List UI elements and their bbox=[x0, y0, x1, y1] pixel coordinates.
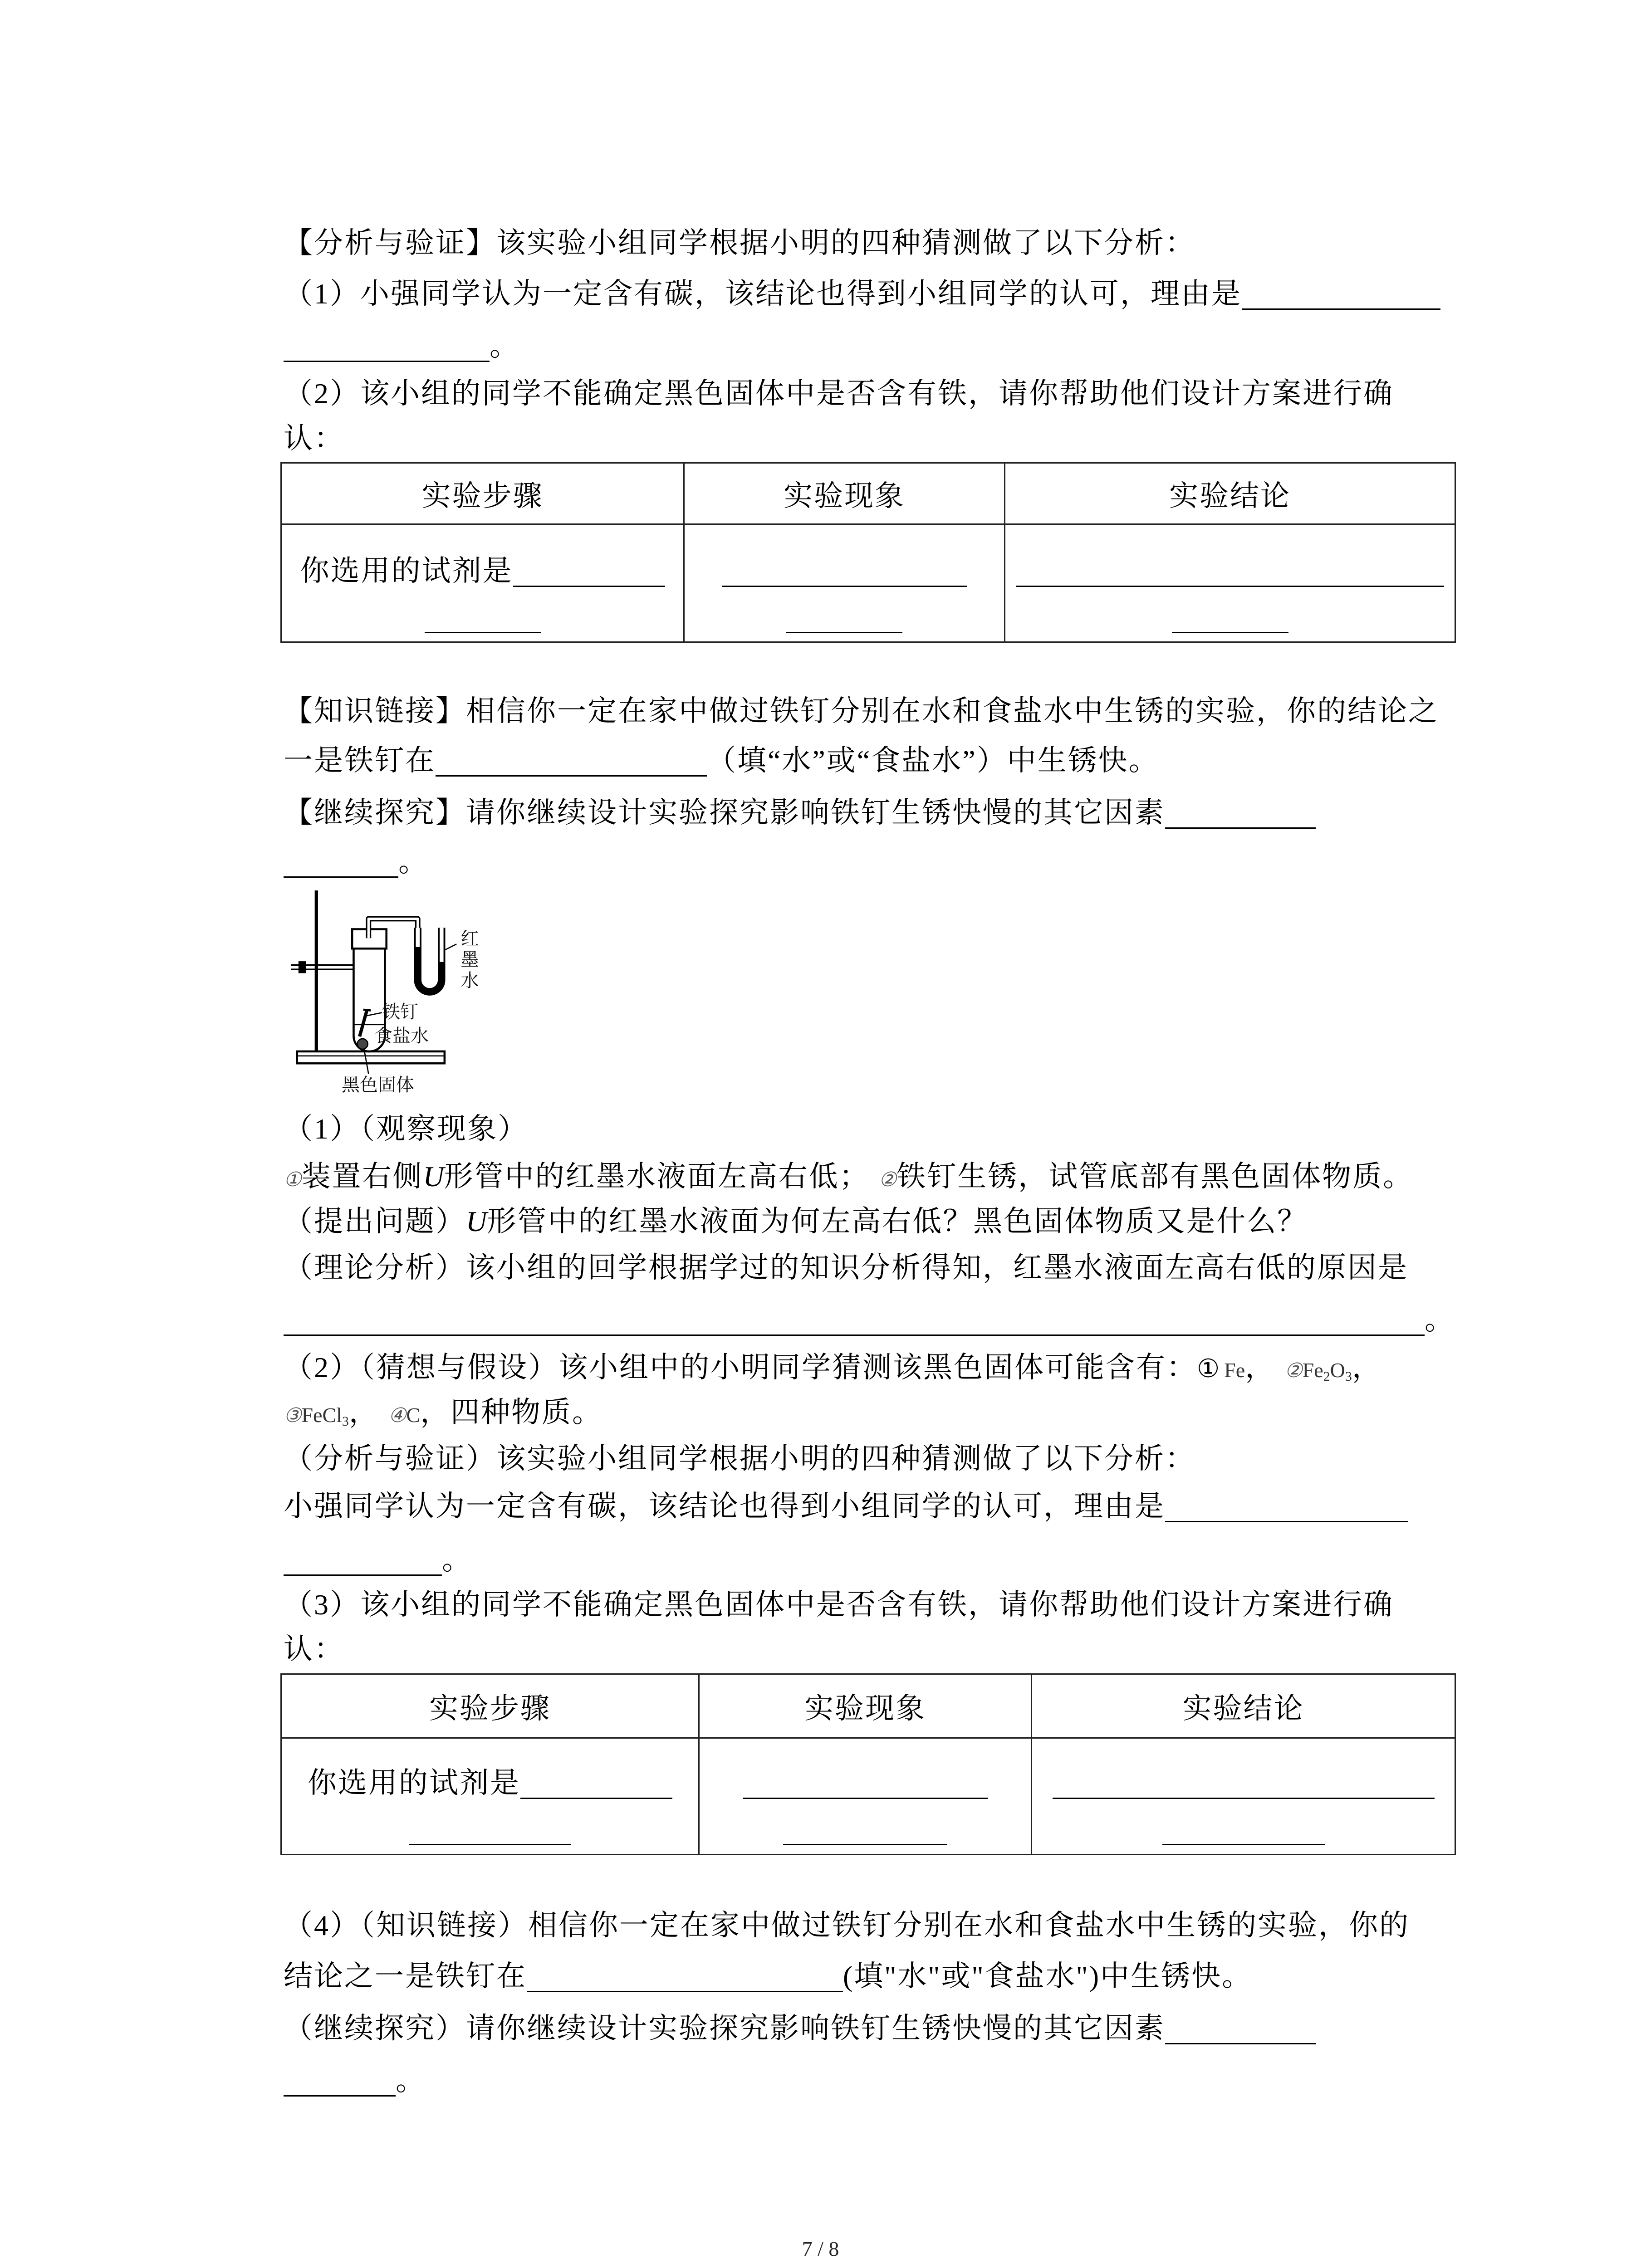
answer-blank bbox=[513, 577, 665, 587]
marker-3: ③ bbox=[284, 1404, 302, 1427]
observation-1-post: 形管中的红墨水液面左高右低； bbox=[444, 1160, 870, 1193]
reagent-label: 你选用的试剂是 bbox=[308, 1767, 520, 1799]
cell-phenomenon bbox=[699, 1738, 1032, 1855]
question-3-line-2: 认： bbox=[284, 1633, 344, 1665]
cell-line bbox=[700, 1806, 1031, 1853]
separator: ， bbox=[348, 1396, 379, 1428]
header-steps: 实验步骤 bbox=[281, 1674, 699, 1738]
formula-part: Fe bbox=[1224, 1359, 1245, 1382]
cell-line bbox=[282, 1760, 698, 1806]
answer-blank bbox=[284, 1565, 442, 1576]
theory-answer-line bbox=[284, 1305, 1455, 1336]
header-conclusion: 实验结论 bbox=[1005, 463, 1455, 524]
knowledge-link-line-1-b: （4）（知识链接）相信你一定在家中做过铁钉分别在水和食盐水中生锈的实验，你的 bbox=[284, 1909, 1410, 1941]
analysis-heading-2: （分析与验证）该实验小组同学根据小明的四种猜测做了以下分析： bbox=[284, 1442, 1195, 1475]
hypothesis-intro: （2）（猜想与假设）该小组中的小明同学猜测该黑色固体可能含有： bbox=[284, 1351, 1197, 1383]
knowledge-text-pre: 结论之一是铁钉在 bbox=[284, 1960, 527, 1992]
cell-line bbox=[685, 594, 1004, 640]
apparatus-diagram bbox=[284, 887, 492, 1096]
marker-1: ① bbox=[284, 1168, 302, 1191]
page-number: 7 / 8 bbox=[802, 2237, 839, 2260]
cell-line bbox=[282, 594, 683, 640]
header-conclusion: 实验结论 bbox=[1032, 1674, 1455, 1738]
knowledge-link-line-2-b bbox=[284, 1962, 1252, 1992]
question-line bbox=[284, 1207, 1308, 1236]
formula-subscript: 3 bbox=[1345, 1369, 1352, 1384]
cell-conclusion bbox=[1005, 524, 1455, 642]
formula-part: Fe bbox=[1302, 1359, 1323, 1382]
cell-line bbox=[700, 1760, 1031, 1806]
u-letter: U bbox=[423, 1160, 444, 1193]
salt-water-label: 食盐水 bbox=[374, 1026, 429, 1046]
continue-explore-text: （继续探究）请你继续设计实验探究影响铁钉生锈快慢的其它因素 bbox=[284, 2012, 1165, 2044]
black-solid bbox=[358, 1039, 368, 1049]
cell-line bbox=[1032, 1806, 1455, 1853]
question-2-line-2: 认： bbox=[284, 422, 344, 455]
formula-c bbox=[406, 1403, 420, 1427]
analysis-continuation bbox=[284, 1545, 472, 1576]
cell-line bbox=[1005, 594, 1455, 640]
question-1-continuation bbox=[284, 332, 520, 362]
answer-blank bbox=[1165, 818, 1316, 829]
knowledge-link-line-1: 【知识链接】相信你一定在家中做过铁钉分别在水和食盐水中生锈的实验，你的结论之 bbox=[284, 695, 1439, 727]
question-1-text: （1）小强同学认为一定含有碳，该结论也得到小组同学的认可，理由是 bbox=[284, 278, 1242, 310]
answer-blank bbox=[527, 1982, 843, 1992]
u-tube bbox=[418, 928, 442, 992]
table-row bbox=[281, 524, 1455, 642]
observation-line bbox=[284, 1162, 1413, 1194]
question-3-line-1: （3）该小组的同学不能确定黑色固体中是否含有铁，请你帮助他们设计方案进行确 bbox=[284, 1589, 1394, 1621]
separator: ， bbox=[420, 1396, 451, 1428]
answer-blank bbox=[1242, 299, 1440, 310]
knowledge-text-post: （填“水”或“食盐水”）中生锈快。 bbox=[707, 744, 1159, 777]
reagent-label: 你选用的试剂是 bbox=[300, 555, 513, 587]
cell-conclusion bbox=[1032, 1738, 1455, 1855]
answer-blank bbox=[520, 1789, 672, 1799]
continue-explore-line-b bbox=[284, 2014, 1316, 2044]
cell-steps bbox=[281, 1738, 699, 1855]
continue-explore-line bbox=[284, 798, 1316, 829]
answer-blank bbox=[1053, 1789, 1435, 1799]
continue-explore-text: 【继续探究】请你继续设计实验探究影响铁钉生锈快慢的其它因素 bbox=[284, 797, 1165, 829]
observation-2-text: 铁钉生锈，试管底部有黑色固体物质。 bbox=[896, 1160, 1414, 1193]
hypothesis-end: 四种物质。 bbox=[451, 1396, 603, 1428]
observation-1-pre: 装置右侧 bbox=[301, 1160, 423, 1193]
cell-line bbox=[282, 1806, 698, 1853]
red-ink-label: 红墨水 bbox=[458, 929, 479, 992]
theory-line: （理论分析）该小组的回学根据学过的知识分析得知，红墨水液面左高右低的原因是 bbox=[284, 1251, 1408, 1284]
continue-explore-continuation bbox=[284, 847, 429, 878]
iron-nail-label: 铁钉 bbox=[382, 1002, 418, 1022]
cell-line bbox=[685, 548, 1004, 594]
header-phenomenon: 实验现象 bbox=[699, 1674, 1032, 1738]
experiment-table-2 bbox=[280, 1673, 1456, 1855]
question-post: 形管中的红墨水液面为何左高右低？黑色固体物质又是什么？ bbox=[487, 1205, 1308, 1237]
marker-2: ② bbox=[878, 1168, 897, 1191]
answer-blank bbox=[743, 1789, 988, 1799]
answer-blank bbox=[425, 623, 541, 633]
answer-blank bbox=[783, 1835, 947, 1845]
table-row bbox=[281, 1738, 1455, 1855]
separator: ， bbox=[1352, 1351, 1382, 1383]
clamp-knob bbox=[299, 961, 306, 973]
period: 。 bbox=[398, 846, 429, 878]
period: 。 bbox=[1425, 1304, 1455, 1336]
formula-subscript: 3 bbox=[342, 1414, 349, 1429]
question-2-line-1: （2）该小组的同学不能确定黑色固体中是否含有铁，请你帮助他们设计方案进行确 bbox=[284, 377, 1394, 410]
analysis-line bbox=[284, 1492, 1408, 1522]
experiment-table-1 bbox=[280, 462, 1456, 643]
stand-base bbox=[297, 1051, 445, 1063]
answer-blank bbox=[1162, 1835, 1325, 1845]
answer-blank bbox=[436, 766, 707, 777]
hypothesis-line-1 bbox=[284, 1353, 1382, 1385]
answer-blank bbox=[284, 1325, 1425, 1336]
formula-part: FeCl bbox=[301, 1403, 342, 1427]
knowledge-link-line-2 bbox=[284, 746, 1159, 777]
label-leader bbox=[445, 944, 456, 950]
knowledge-text-post: (填"水"或"食盐水")中生锈快。 bbox=[843, 1960, 1253, 1992]
answer-blank bbox=[786, 623, 902, 633]
formula-part: C bbox=[406, 1403, 421, 1427]
answer-blank bbox=[1165, 1512, 1408, 1522]
cell-phenomenon bbox=[684, 524, 1005, 642]
formula-part: O bbox=[1330, 1359, 1345, 1382]
marker-2: ② bbox=[1284, 1359, 1303, 1382]
formula-subscript: 2 bbox=[1323, 1369, 1330, 1384]
answer-blank bbox=[284, 2086, 396, 2097]
answer-blank bbox=[1165, 2034, 1316, 2044]
answer-blank bbox=[722, 577, 967, 587]
observe-heading: （1）（观察现象） bbox=[284, 1113, 528, 1145]
cell-steps bbox=[281, 524, 684, 642]
analysis-heading: 【分析与验证】该实验小组同学根据小明的四种猜测做了以下分析： bbox=[284, 227, 1195, 259]
formula-fe2o3 bbox=[1303, 1359, 1352, 1382]
cell-line bbox=[1005, 548, 1455, 594]
formula-fe bbox=[1224, 1359, 1245, 1382]
cell-line bbox=[1032, 1760, 1455, 1806]
continue-explore-continuation-b bbox=[284, 2066, 426, 2097]
question-pre: （提出问题） bbox=[284, 1205, 466, 1237]
period: 。 bbox=[396, 2064, 426, 2097]
cell-line bbox=[282, 548, 683, 594]
answer-blank bbox=[1172, 623, 1288, 633]
table-header-row bbox=[281, 463, 1455, 524]
table-header-row bbox=[281, 1674, 1455, 1738]
black-solid-label: 黑色固体 bbox=[342, 1075, 414, 1095]
header-phenomenon: 实验现象 bbox=[684, 463, 1005, 524]
formula-fecl3 bbox=[301, 1403, 348, 1427]
hypothesis-line-2 bbox=[284, 1398, 603, 1430]
knowledge-text-pre: 一是铁钉在 bbox=[284, 744, 436, 777]
answer-blank bbox=[409, 1835, 571, 1845]
iron-nail-head bbox=[363, 1010, 371, 1011]
marker-1: ① bbox=[1197, 1355, 1220, 1383]
analysis-text: 小强同学认为一定含有碳，该结论也得到小组同学的认可，理由是 bbox=[284, 1490, 1165, 1522]
question-1-line bbox=[284, 279, 1440, 310]
answer-blank bbox=[1016, 577, 1444, 587]
period: 。 bbox=[490, 330, 520, 362]
separator: ， bbox=[1245, 1351, 1276, 1383]
apparatus-figure bbox=[284, 887, 492, 1096]
marker-4: ④ bbox=[388, 1404, 407, 1427]
answer-blank bbox=[284, 352, 490, 362]
period: 。 bbox=[442, 1544, 472, 1576]
u-letter: U bbox=[466, 1205, 487, 1237]
header-steps: 实验步骤 bbox=[281, 463, 684, 524]
answer-blank bbox=[284, 867, 398, 878]
